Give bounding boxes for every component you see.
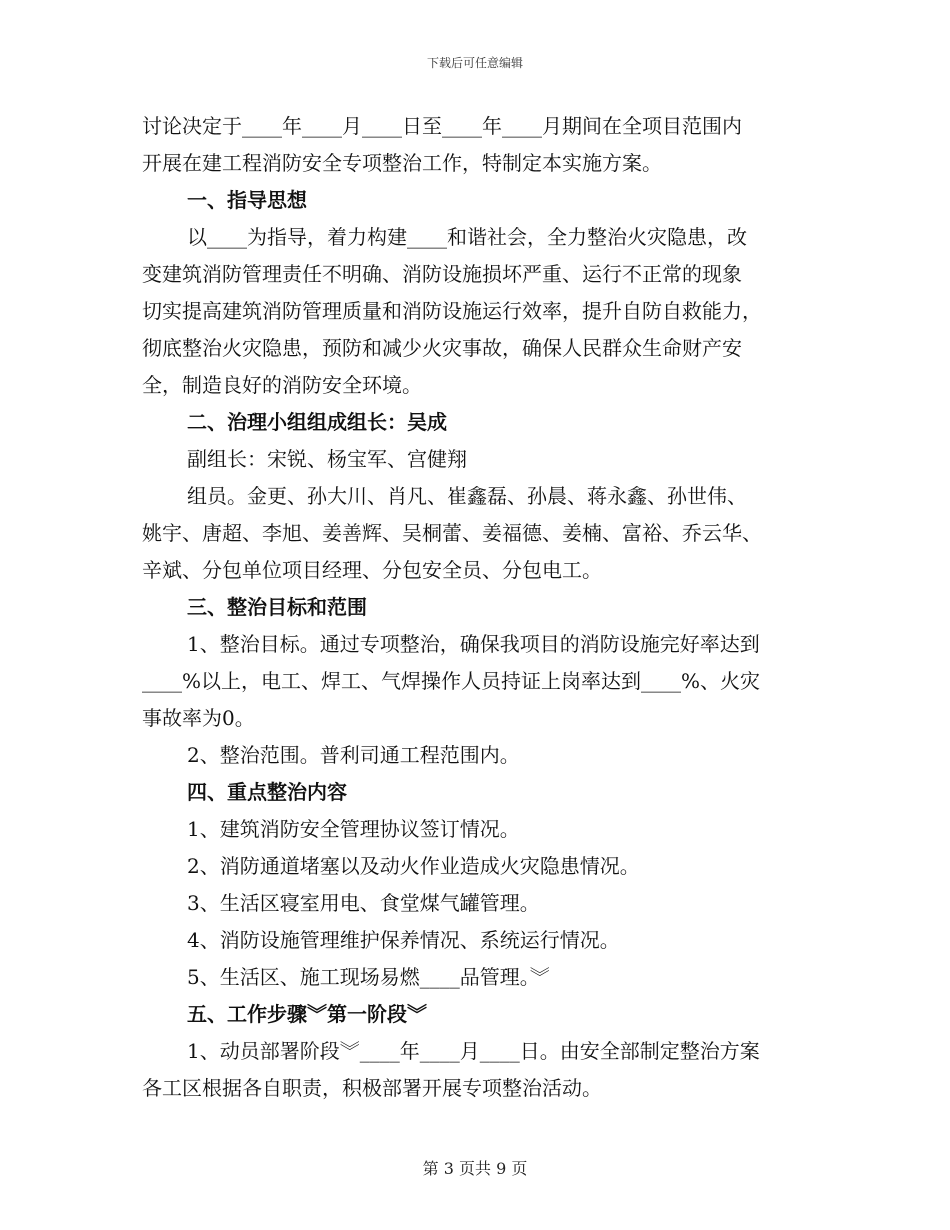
text-line: 1、建筑消防安全管理协议签订情况。 bbox=[187, 817, 520, 841]
page-header: 下载后可任意编辑 bbox=[426, 56, 523, 70]
page-footer: 第 3 页共 9 页 bbox=[422, 1159, 528, 1178]
text-line: 事故率为0。 bbox=[142, 706, 255, 730]
section-heading: 四、重点整治内容 bbox=[187, 780, 347, 804]
text-line: 3、生活区寝室用电、食堂煤气罐管理。 bbox=[187, 891, 540, 915]
section-heading: 二、治理小组组成组长：吴成 bbox=[187, 410, 447, 434]
text-line: 彻底整治火灾隐患，预防和减少火灾事故，确保人民群众生命财产安 bbox=[142, 336, 742, 360]
text-line: 开展在建工程消防安全专项整治工作，特制定本实施方案。 bbox=[142, 151, 662, 175]
text-line: 讨论决定于____年____月____日至____年____月期间在全项目范围内 bbox=[142, 114, 742, 138]
text-line: 组员。金更、孙大川、肖凡、崔鑫磊、孙晨、蒋永鑫、孙世伟、 bbox=[187, 484, 747, 508]
text-line: 2、消防通道堵塞以及动火作业造成火灾隐患情况。 bbox=[187, 854, 640, 878]
section-heading: 一、指导思想 bbox=[187, 188, 307, 212]
text-line: ____%以上，电工、焊工、气焊操作人员持证上岗率达到____%、火灾 bbox=[142, 669, 761, 693]
document-body bbox=[142, 108, 812, 1107]
text-line: 各工区根据各自职责，积极部署开展专项整治活动。 bbox=[142, 1076, 602, 1100]
text-line: 切实提高建筑消防管理质量和消防设施运行效率，提升自防自救能力， bbox=[142, 299, 762, 323]
text-line: 辛斌、分包单位项目经理、分包安全员、分包电工。 bbox=[142, 558, 602, 582]
text-line: 1、动员部署阶段︾____年____月____日。由安全部制定整治方案 bbox=[187, 1039, 760, 1063]
text-line: 2、整治范围。普利司通工程范围内。 bbox=[187, 743, 520, 767]
text-line: 姚宇、唐超、李旭、姜善辉、吴桐蕾、姜福德、姜楠、富裕、乔云华、 bbox=[142, 521, 762, 545]
section-heading: 五、工作步骤︾第一阶段︾ bbox=[187, 1002, 427, 1026]
text-line: 4、消防设施管理维护保养情况、系统运行情况。 bbox=[187, 928, 620, 952]
text-line: 5、生活区、施工现场易燃____品管理。︾ bbox=[187, 965, 550, 989]
section-heading: 三、整治目标和范围 bbox=[187, 595, 367, 619]
text-line: 副组长：宋锐、杨宝军、宫健翔 bbox=[187, 447, 467, 471]
text-line: 以____为指导，着力构建____和谐社会，全力整治火灾隐患，改 bbox=[187, 225, 747, 249]
text-line: 变建筑消防管理责任不明确、消防设施损坏严重、运行不正常的现象 bbox=[142, 262, 742, 286]
text-line: 1、整治目标。通过专项整治，确保我项目的消防设施完好率达到 bbox=[187, 632, 760, 656]
text-line: 全，制造良好的消防安全环境。 bbox=[142, 373, 422, 397]
